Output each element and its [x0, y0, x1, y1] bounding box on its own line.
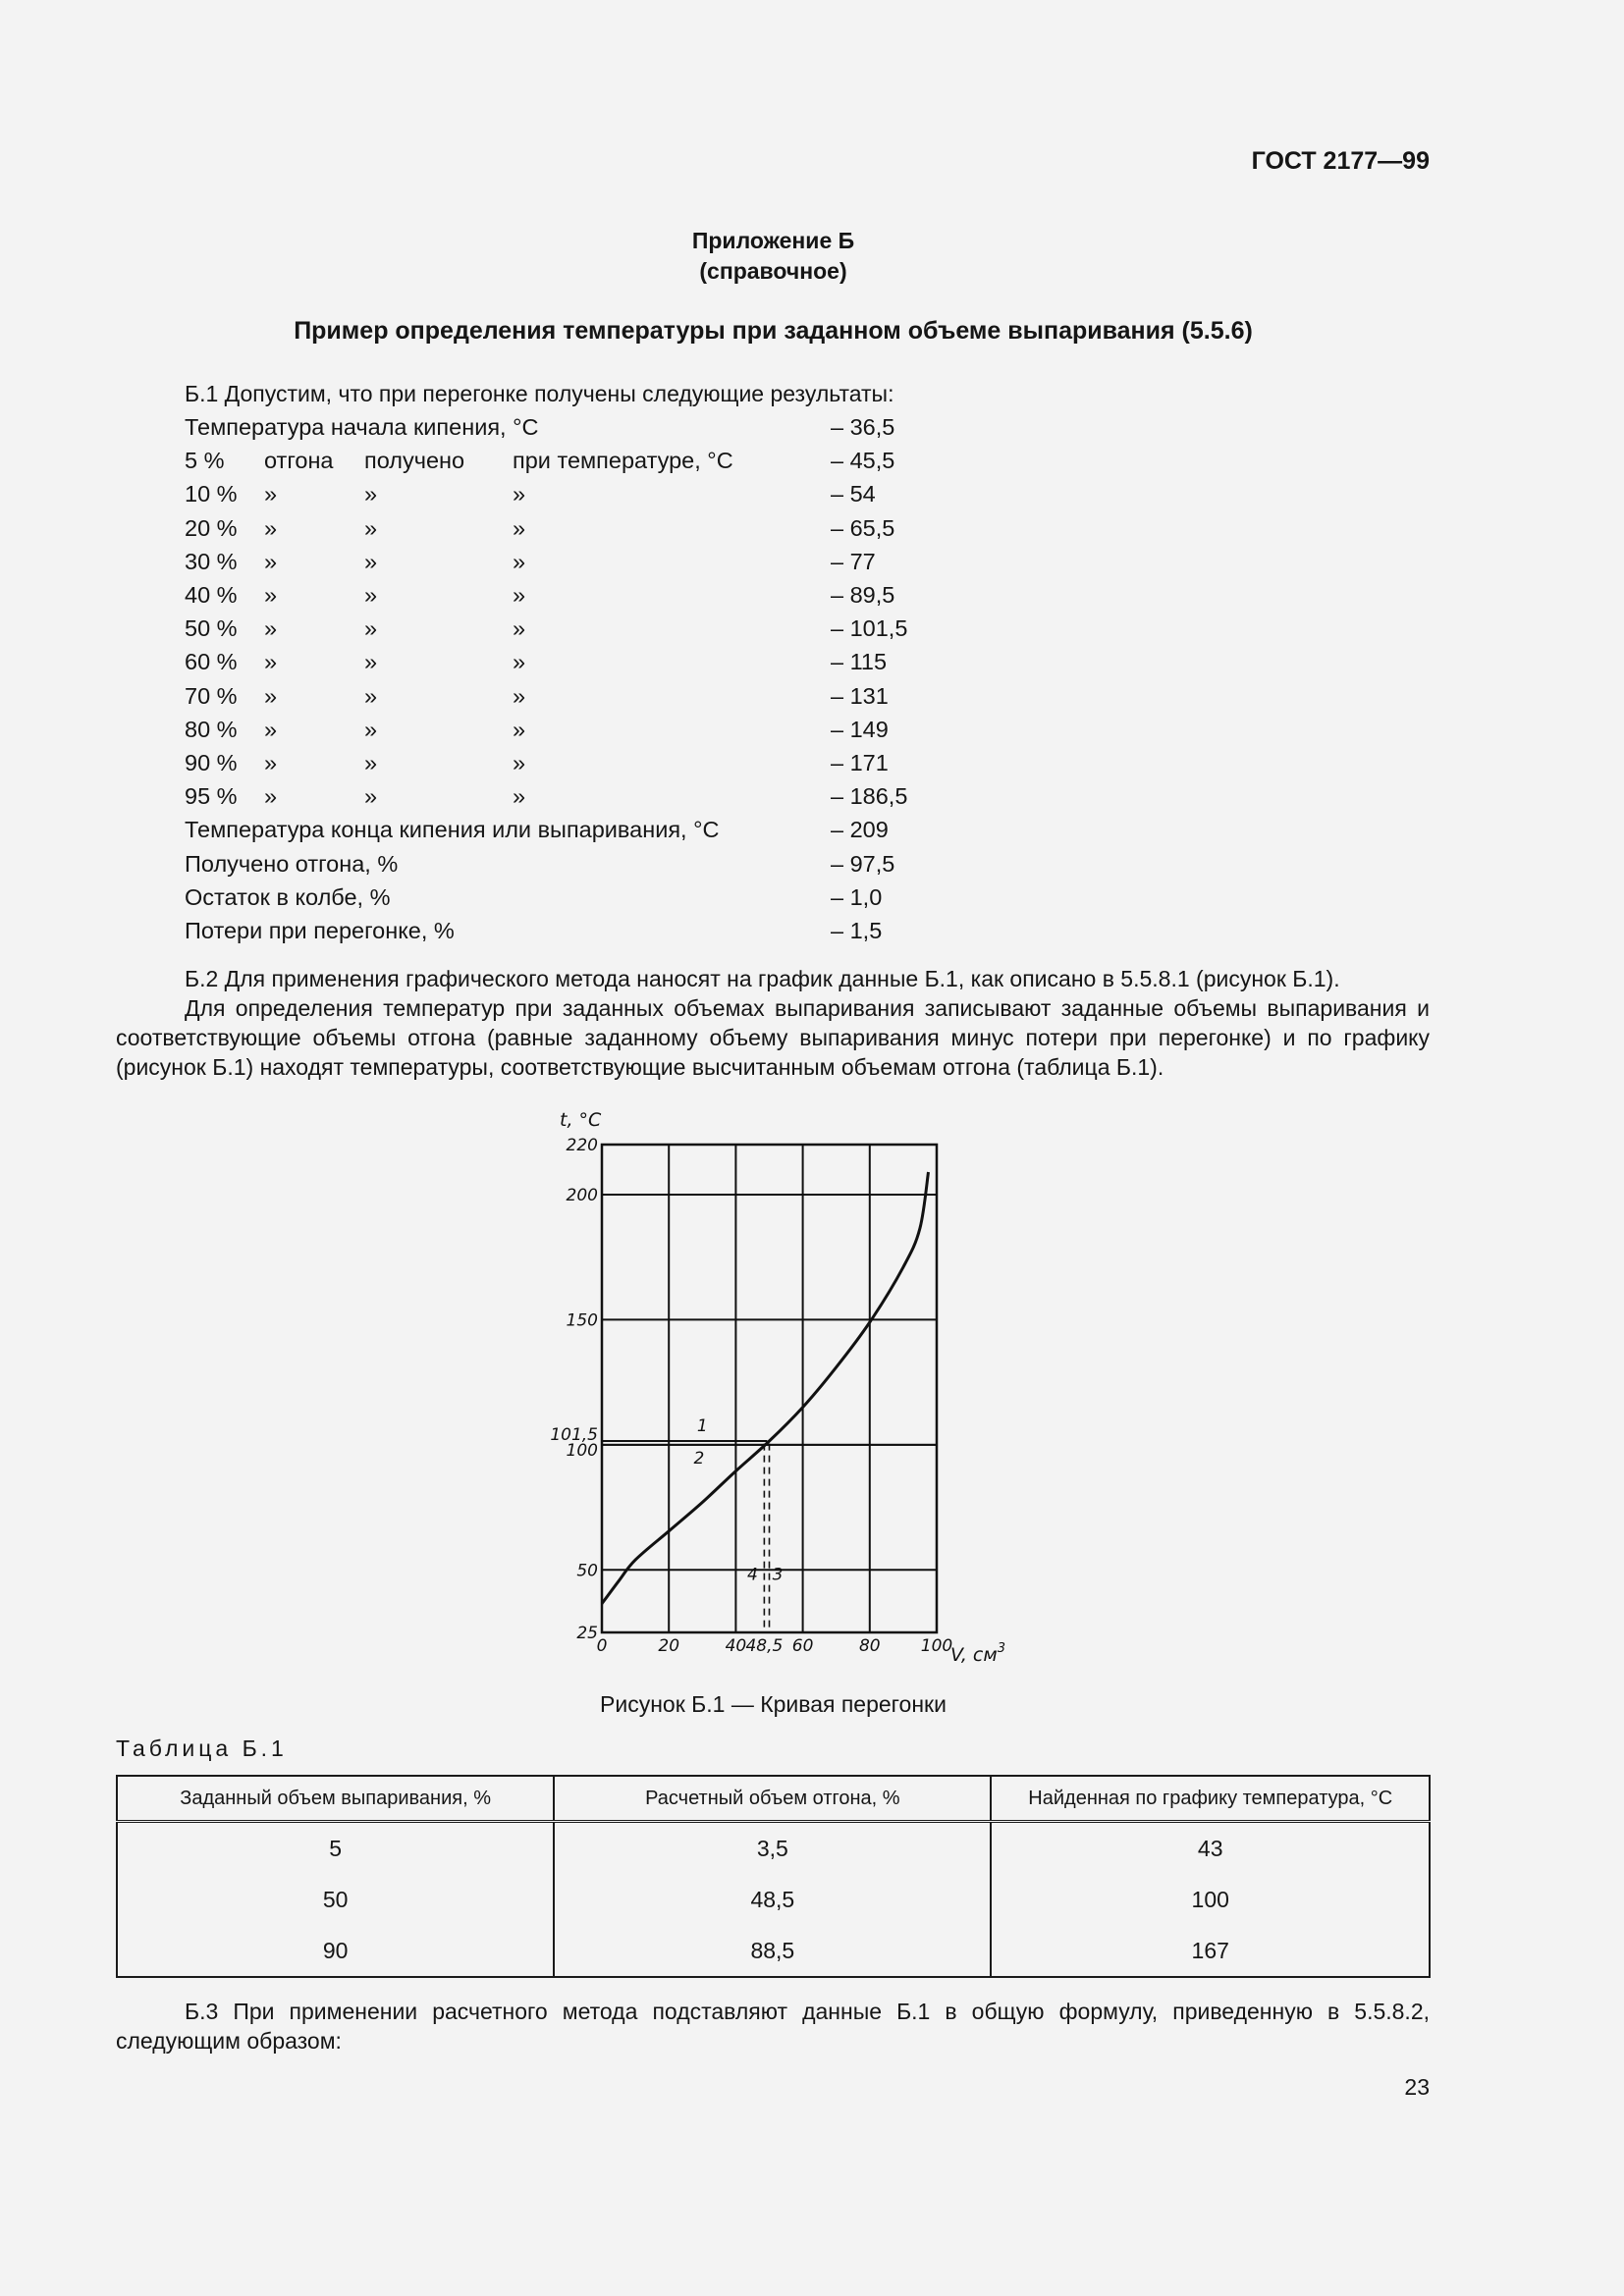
result-value: – 101,5 [831, 615, 908, 642]
result-label: » [364, 548, 378, 574]
result-label: » [264, 548, 278, 574]
result-label: » [513, 750, 526, 775]
page-number: 23 [1404, 2074, 1430, 2100]
result-label: Температура конца кипения или выпаривания, °С [185, 817, 720, 843]
result-row [185, 649, 1186, 682]
table-header-row [117, 1776, 1430, 1822]
x-axis-label [950, 1641, 1005, 1666]
result-label: 90 % [185, 750, 238, 775]
b2-p1-text: Б.2 Для применения графического метода наносят на график данные Б.1, как описано в 5.5.8.1 (рисунок Б.1). [185, 966, 1340, 991]
distillation-curve [602, 1172, 929, 1604]
result-row [185, 481, 1186, 514]
standard-number: ГОСТ 2177—99 [1251, 147, 1430, 175]
result-label: Остаток в колбе, % [185, 883, 391, 910]
results-table [116, 1775, 1431, 1978]
b2-paragraph-2: Для определения температур при заданных объемах выпаривания записывают заданные объемы выпаривания и соответствующие объемы отгона (равные заданному объему выпаривания минус потери при перегонке) и по графику (рисунок Б.1) находят температуры, соответствующие высчитанным объемам отгона (таблица Б.1). [116, 995, 1430, 1080]
result-value: – 89,5 [831, 582, 895, 608]
result-label: 5 % [185, 448, 225, 474]
table-header-cell: Расчетный объем отгона, % [554, 1776, 991, 1822]
result-label: 30 % [185, 548, 238, 574]
result-row [185, 683, 1186, 717]
table-header-cell: Заданный объем выпаривания, % [117, 1776, 554, 1822]
x-tick-label: 40 [725, 1636, 747, 1656]
result-value: – 65,5 [831, 514, 895, 541]
y-tick-label: 50 [576, 1561, 598, 1581]
table-cell: 90 [117, 1925, 554, 1977]
result-value: – 45,5 [831, 448, 895, 474]
result-value: – 131 [831, 682, 889, 709]
table-cell: 100 [991, 1874, 1430, 1925]
result-label: 10 % [185, 481, 238, 507]
x-axis-label-sup: 3 [997, 1641, 1005, 1656]
result-row [185, 515, 1186, 549]
result-label: » [264, 514, 278, 541]
y-tick-label: 200 [566, 1185, 598, 1205]
b1-intro: Б.1 Допустим, что при перегонке получены следующие результаты: [185, 381, 894, 406]
result-label: 60 % [185, 649, 238, 675]
result-label: » [364, 783, 378, 810]
result-label: » [364, 481, 378, 507]
result-label: » [513, 615, 526, 642]
result-value: – 209 [831, 817, 889, 843]
appendix-heading [0, 226, 1546, 287]
result-label: при температуре, °С [513, 448, 733, 474]
result-label: » [513, 783, 526, 810]
y-tick-label: 150 [566, 1310, 598, 1331]
result-label: » [264, 481, 278, 507]
result-label: » [364, 716, 378, 742]
y-tick-label: 25 [576, 1624, 598, 1643]
table-cell: 43 [991, 1822, 1430, 1875]
result-row [185, 783, 1186, 817]
x-tick-label: 100 [920, 1636, 953, 1656]
b3-paragraph: Б.3 При применении расчетного метода подставляют данные Б.1 в общую формулу, приведенную в 5.5.8.2, следующим образом: [116, 1999, 1430, 2054]
result-row [185, 448, 1186, 481]
x-axis-label-text: V, см [950, 1644, 998, 1666]
annotation-label-1: 1 [696, 1416, 708, 1437]
x-tick-label: 60 [791, 1636, 814, 1656]
y-tick-label: 100 [566, 1440, 598, 1461]
result-row [185, 750, 1186, 783]
result-label: 70 % [185, 682, 238, 709]
result-label: » [513, 548, 526, 574]
result-label: Потери при перегонке, % [185, 918, 455, 943]
result-label: 40 % [185, 582, 238, 608]
result-row [185, 549, 1186, 582]
result-label: » [513, 582, 526, 608]
result-value: – 1,0 [831, 883, 883, 910]
chart-annotations [602, 1416, 937, 1632]
result-value: – 36,5 [831, 414, 895, 440]
y-axis-label: t, °С [560, 1109, 602, 1131]
result-value: – 1,5 [831, 918, 883, 943]
result-label: » [364, 615, 378, 642]
x-tick-label: 80 [858, 1636, 881, 1656]
table-row [117, 1925, 1430, 1977]
appendix-subtitle: (справочное) [699, 258, 847, 284]
result-label: » [264, 716, 278, 742]
annotation-label-2: 2 [693, 1448, 705, 1468]
table-cell: 3,5 [554, 1822, 991, 1875]
result-label: » [364, 750, 378, 775]
result-label: » [513, 514, 526, 541]
y-tick-label: 101,5 [550, 1425, 598, 1446]
result-label: » [364, 649, 378, 675]
x-tick-label: 48,5 [745, 1636, 784, 1656]
annotation-label-4: 4 [747, 1565, 758, 1585]
y-tick-label: 220 [566, 1136, 598, 1155]
result-value: – 77 [831, 548, 876, 574]
result-value: – 54 [831, 481, 876, 507]
result-label: Получено отгона, % [185, 850, 399, 877]
result-row [185, 414, 1186, 448]
result-label: » [264, 682, 278, 709]
result-label: 95 % [185, 783, 238, 810]
result-value: – 171 [831, 750, 889, 775]
table-header-cell: Найденная по графику температура, °С [991, 1776, 1430, 1822]
result-label: » [264, 750, 278, 775]
result-label: » [264, 649, 278, 675]
result-label: отгона [264, 448, 334, 474]
result-label: » [364, 582, 378, 608]
result-label: Температура начала кипения, °С [185, 414, 539, 440]
result-label: » [364, 682, 378, 709]
table-cell: 50 [117, 1874, 554, 1925]
table-caption: Таблица Б.1 [116, 1735, 288, 1761]
result-value: – 186,5 [831, 783, 908, 810]
b2-paragraph-1 [116, 964, 1430, 993]
table-cell: 88,5 [554, 1925, 991, 1977]
table-cell: 48,5 [554, 1874, 991, 1925]
chart-grid [602, 1145, 937, 1632]
result-label: 20 % [185, 514, 238, 541]
result-label: » [264, 615, 278, 642]
result-label: 50 % [185, 615, 238, 642]
x-tick-label: 20 [658, 1636, 680, 1656]
result-label: » [513, 716, 526, 742]
x-tick-label: 0 [596, 1636, 608, 1656]
result-label: » [513, 682, 526, 709]
result-row [185, 817, 1186, 850]
annotation-label-3: 3 [772, 1565, 784, 1585]
result-label: » [364, 514, 378, 541]
figure-caption: Рисунок Б.1 — Кривая перегонки [600, 1691, 947, 1717]
page-title: Пример определения температуры при заданном объеме выпаривания (5.5.6) [294, 317, 1253, 345]
result-value: – 149 [831, 716, 889, 742]
table-cell: 167 [991, 1925, 1430, 1977]
result-label: » [264, 582, 278, 608]
table-cell: 5 [117, 1822, 554, 1875]
result-label: » [513, 649, 526, 675]
result-value: – 115 [831, 649, 888, 675]
result-row [185, 851, 1186, 884]
table-row [117, 1874, 1430, 1925]
appendix-title: Приложение Б [691, 228, 855, 253]
result-label: » [513, 481, 526, 507]
distillation-chart [530, 1099, 1041, 1669]
result-row [185, 884, 1186, 918]
result-row [185, 582, 1186, 615]
result-label: » [264, 783, 278, 810]
chart-frame [602, 1145, 937, 1632]
result-row [185, 615, 1186, 649]
result-value: – 97,5 [831, 850, 895, 877]
table-row [117, 1822, 1430, 1875]
result-label: получено [364, 448, 465, 474]
result-row [185, 918, 1186, 951]
result-row [185, 717, 1186, 750]
result-label: 80 % [185, 716, 238, 742]
